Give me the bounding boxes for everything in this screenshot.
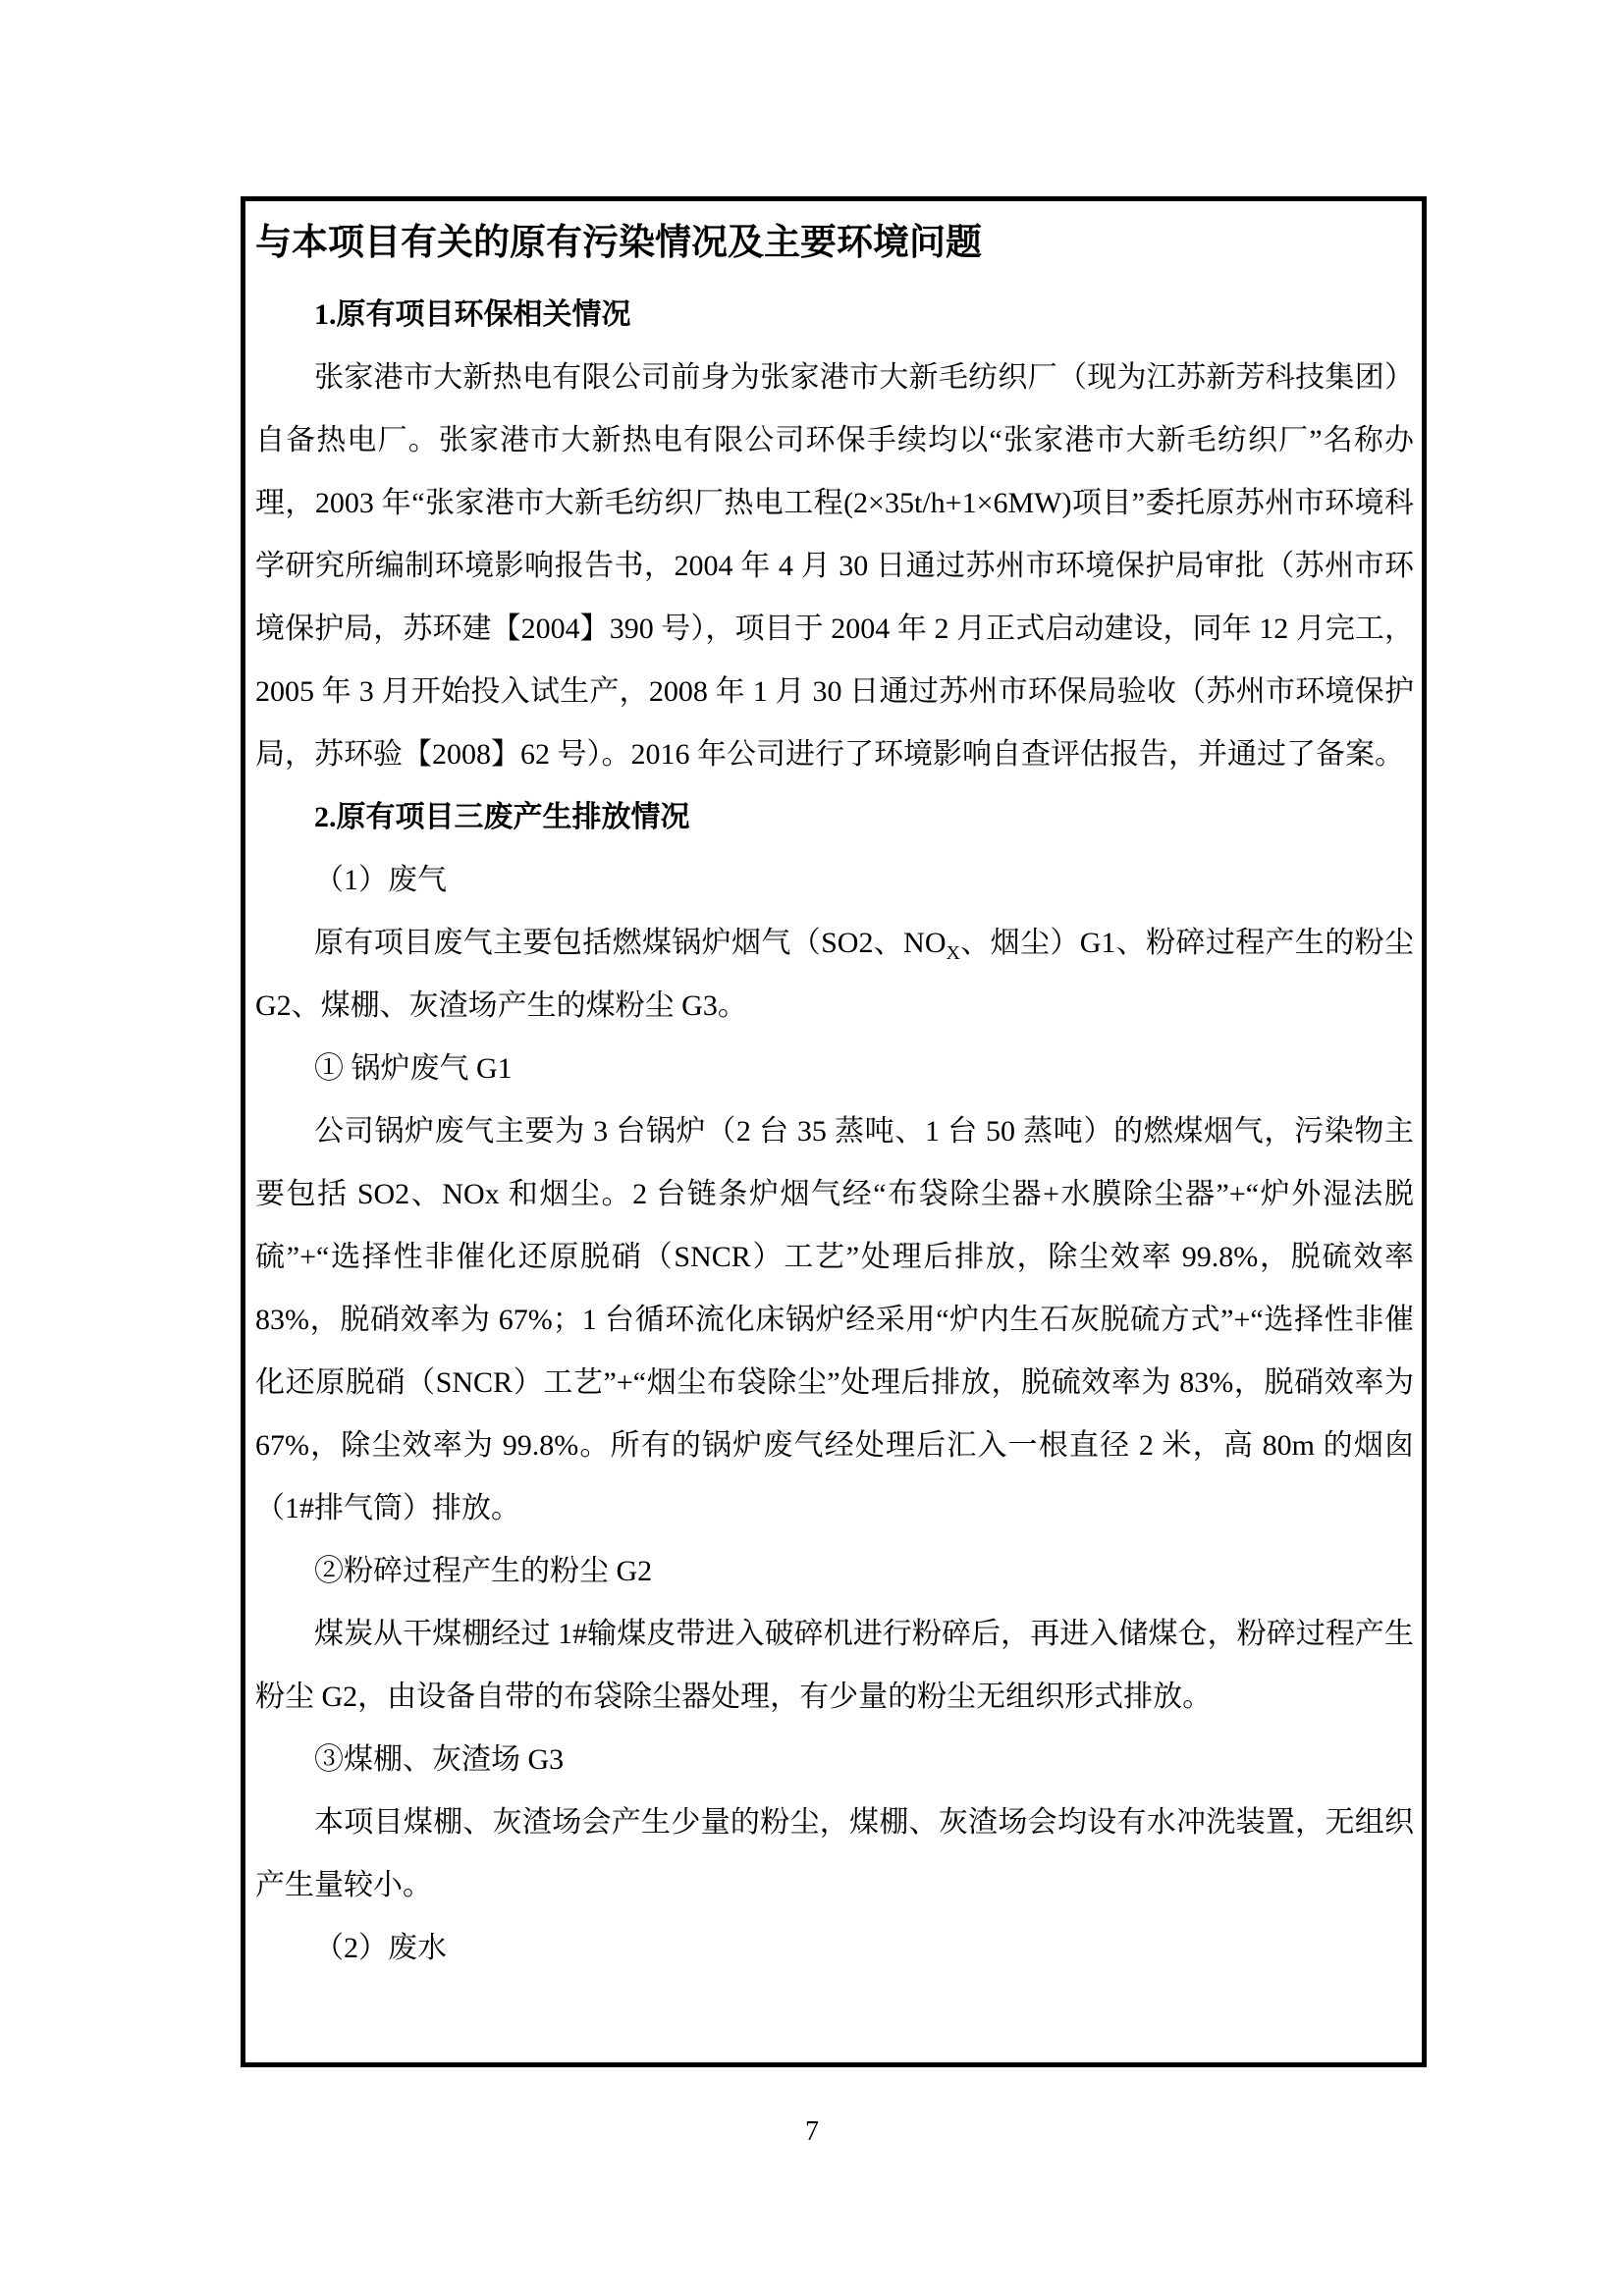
- paragraph-waste-gas-overview: [255, 912, 1414, 1038]
- paragraph-project-history: 张家港市大新热电有限公司前身为张家港市大新毛纺织厂（现为江苏新芳科技集团）自备热电厂。张家港市大新热电有限公司环保手续均以“张家港市大新毛纺织厂”名称办理，2003 年“张家港市大新毛纺织厂热电工程(2×35t/h+1×6MW)项目”委托原苏州市环境科学研究所编制环境影响报告书，2004 年 4 月 30 日通过苏州市环境保护局审批（苏州市环境保护局，苏环建【2004】390 号），项目于 2004 年 2 月正式启动建设，同年 12 月完工，2005 年 3 月开始投入试生产，2008 年 1 月 30 日通过苏州市环保局验收（苏州市环境保护局，苏环验【2008】62 号）。2016 年公司进行了环境影响自查评估报告，并通过了备案。: [255, 361, 1414, 771]
- waste-gas-overview-text-pre: 原有项目废气主要包括燃煤锅炉烟气（SO2、NO: [314, 927, 947, 959]
- paragraph-coal-shed: 本项目煤棚、灰渣场会产生少量的粉尘，煤棚、灰渣场会均设有水冲洗装置，无组织产生量较小。: [255, 1806, 1414, 1901]
- heading-three-wastes: 2.原有项目三废产生排放情况: [314, 801, 690, 833]
- subitem-crushing-dust-label: ②粉碎过程产生的粉尘 G2: [314, 1555, 653, 1587]
- subheading-waste-gas: （1）废气: [314, 864, 447, 896]
- page-number: 7: [805, 2116, 819, 2147]
- report-table-cell: [241, 196, 1427, 2067]
- subheading-waste-water: （2）废水: [314, 1932, 447, 1964]
- paragraph-boiler-gas: 公司锅炉废气主要为 3 台锅炉（2 台 35 蒸吨、1 台 50 蒸吨）的燃煤烟气，污染物主要包括 SO2、NOx 和烟尘。2 台链条炉烟气经“布袋除尘器+水膜除尘器”+“炉外湿法脱硫”+“选择性非催化还原脱硝（SNCR）工艺”处理后排放，除尘效率 99.8%，脱硫效率 83%，脱硝效率为 67%；1 台循环流化床锅炉经采用“炉内生石灰脱硫方式”+“选择性非催化还原脱硝（SNCR）工艺”+“烟尘布袋除尘”处理后排放，脱硫效率为 83%，脱硝效率为 67%，除尘效率为 99.8%。所有的锅炉废气经处理后汇入一根直径 2 米，高 80m 的烟囱（1#排气筒）排放。: [255, 1115, 1414, 1524]
- paragraph-crushing-dust: 煤炭从干煤棚经过 1#输煤皮带进入破碎机进行粉碎后，再进入储煤仓，粉碎过程产生粉尘 G2，由设备自带的布袋除尘器处理，有少量的粉尘无组织形式排放。: [255, 1618, 1414, 1713]
- subitem-coal-shed-label: ③煤棚、灰渣场 G3: [314, 1743, 565, 1776]
- waste-gas-overview-text-post: 、烟尘）G1、粉碎过程产生的粉尘 G2、煤棚、灰渣场产生的煤粉尘 G3。: [255, 927, 1414, 1022]
- section-main-title: 与本项目有关的原有污染情况及主要环境问题: [255, 223, 982, 263]
- nox-subscript: X: [946, 942, 960, 964]
- subitem-boiler-gas-label: ① 锅炉废气 G1: [314, 1052, 513, 1085]
- heading-existing-project-env: 1.原有项目环保相关情况: [314, 298, 631, 331]
